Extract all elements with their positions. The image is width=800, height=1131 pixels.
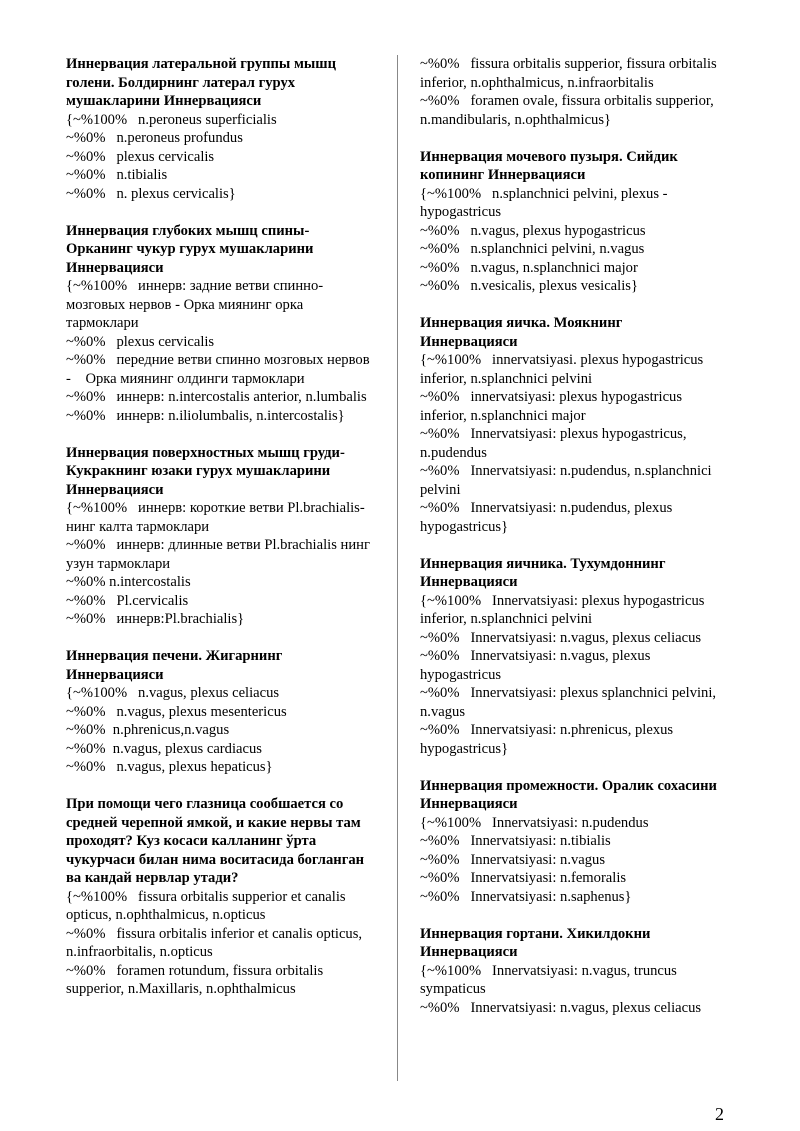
answer-option: ~%0% передние ветви спинно мозговых нервов - Орка миянинг олдинги тармоклари — [66, 352, 374, 387]
answer-option: {~%100% Innervatsiyasi: n.vagus, truncus sympaticus — [420, 962, 681, 997]
answer-option: {~%100% иннерв: задние ветви спинно-мозговых нервов - Орка миянинг орка тармоклари — [66, 278, 324, 331]
answer-option: ~%0% Innervatsiyasi: n.pudendus, plexus hypogastricus} — [420, 500, 676, 535]
question-block — [66, 795, 376, 999]
answer-option: ~%0% fissura orbitalis inferior et canalis opticus, n.infraorbitalis, n.opticus — [66, 925, 366, 960]
answer-option: ~%0% n.tibialis — [66, 167, 168, 183]
question-title: Иннервация мочевого пузыря. Сийдик копининг Иннервацияси — [420, 148, 678, 183]
question-title: Иннервация глубоких мышц спины- Орканинг чукур гурух мушакларини Иннервацияси — [66, 222, 314, 276]
question-block — [420, 314, 720, 536]
right-column — [420, 55, 720, 1036]
answer-option: ~%0% n.phrenicus,n.vagus — [66, 722, 230, 738]
question-block — [66, 647, 376, 777]
answer-option: ~%0% иннерв:Pl.brachialis} — [66, 611, 245, 627]
question-block — [66, 222, 376, 426]
answer-option: ~%0% Innervatsiyasi: n.vagus, plexus hypogastricus — [420, 648, 655, 683]
question-title: При помощи чего глазница сообшается со средней черепной ямкой, и какие нервы там проходят? Куз косаси калланинг ўрта чукурчаси билан нима воситасида богланган ва кандай нервлар утади? — [66, 796, 365, 886]
answer-option: ~%0% Innervatsiyasi: plexus splanchnici pelvini, n.vagus — [420, 685, 720, 720]
answer-option: ~%0% Innervatsiyasi: n.vagus, plexus celiacus — [420, 999, 702, 1016]
answer-option: ~%0% fissura orbitalis supperior, fissura orbitalis inferior, n.ophthalmicus, n.infraorbitalis — [420, 56, 721, 91]
question-block — [66, 55, 376, 203]
column-divider — [397, 55, 398, 1081]
answer-option: ~%0% иннерв: длинные ветви Pl.brachialis нинг узун тармоклари — [66, 537, 374, 572]
question-title: Иннервация яичка. Моякнинг Иннервацияси — [420, 315, 623, 350]
page-number: 2 — [715, 1104, 724, 1124]
answer-option: ~%0% n.vagus, plexus hypogastricus — [420, 222, 646, 239]
question-block — [420, 148, 720, 296]
answer-option: {~%100% innervatsiyasi. plexus hypogastricus inferior, n.splanchnici pelvini — [420, 352, 707, 387]
answer-option: ~%0% Innervatsiyasi: n.tibialis — [420, 833, 611, 849]
answer-option: ~%0% n.vesicalis, plexus vesicalis} — [420, 278, 638, 294]
question-block — [420, 777, 720, 907]
answer-option: ~%0% Innervatsiyasi: n.saphenus} — [420, 888, 632, 905]
answer-option: ~%0% n.vagus, plexus cardiacus — [66, 740, 262, 757]
answer-option: ~%0% n.vagus, plexus hepaticus} — [66, 759, 273, 775]
answer-option: ~%0% innervatsiyasi: plexus hypogastricus inferior, n.splanchnici major — [420, 389, 686, 424]
answer-option: ~%0% n.peroneus profundus — [66, 130, 243, 146]
question-title: Иннервация яичника. Тухумдоннинг Иннервацияси — [420, 555, 666, 590]
question-title: Иннервация печени. Жигарнинг Иннервацияси — [66, 648, 283, 683]
answer-option: ~%0% иннерв: n.iliolumbalis, n.intercostalis} — [66, 407, 345, 424]
question-block — [420, 925, 720, 1018]
left-column — [66, 55, 380, 1017]
answer-option: ~%0% n.vagus, plexus mesentericus — [66, 703, 287, 720]
answer-option: {~%100% n.vagus, plexus celiacus — [66, 685, 280, 701]
answer-option: ~%0% Innervatsiyasi: n.vagus, plexus celiacus — [420, 629, 702, 646]
answer-option: {~%100% иннерв: короткие ветви Pl.brachialis- нинг калта тармоклари — [66, 500, 380, 535]
answer-option: {~%100% n.peroneus superficialis — [66, 111, 277, 128]
answer-option: ~%0% plexus cervicalis — [66, 148, 215, 165]
answer-option: {~%100% fissura orbitalis supperior et canalis opticus, n.ophthalmicus, n.opticus — [66, 888, 350, 923]
answer-option: ~%0% Innervatsiyasi: n.femoralis — [420, 870, 627, 886]
answer-option: ~%0% plexus cervicalis — [66, 333, 215, 350]
answer-option: ~%0% Innervatsiyasi: plexus hypogastricus, n.pudendus — [420, 426, 691, 461]
answer-option: {~%100% Innervatsiyasi: plexus hypogastricus inferior, n.splanchnici pelvini — [420, 592, 709, 627]
answer-option: ~%0% Innervatsiyasi: n.vagus — [420, 851, 606, 868]
answer-option: ~%0% n. plexus cervicalis} — [66, 185, 236, 202]
answer-option: ~%0% Pl.cervicalis — [66, 592, 189, 609]
answer-option: ~%0% foramen rotundum, fissura orbitalis supperior, n.Maxillaris, n.ophthalmicus — [66, 962, 327, 997]
question-block — [420, 555, 720, 759]
question-title: Иннервация латеральной группы мышц голени. Болдирнинг латерал гурух мушакларини Иннервацияси — [66, 56, 337, 109]
answer-option: {~%100% Innervatsiyasi: n.pudendus — [420, 814, 649, 831]
answer-option: ~%0% иннерв: n.intercostalis anterior, n.lumbalis — [66, 389, 367, 405]
answer-option: ~%0% Innervatsiyasi: n.pudendus, n.splanchnici pelvini — [420, 463, 716, 498]
answer-option: ~%0% n.vagus, n.splanchnici major — [420, 259, 638, 276]
answer-option: ~%0% n.intercostalis — [66, 574, 191, 590]
question-title: Иннервация промежности. Оралик сохасини Иннервацияси — [420, 777, 717, 812]
question-block — [420, 55, 720, 129]
answer-option: ~%0% n.splanchnici pelvini, n.vagus — [420, 241, 645, 257]
answer-option: ~%0% Innervatsiyasi: n.phrenicus, plexus hypogastricus} — [420, 722, 677, 757]
question-block — [66, 444, 380, 629]
question-title: Иннервация гортани. Хикилдокни Иннервацияси — [420, 925, 651, 960]
answer-option: ~%0% foramen ovale, fissura orbitalis supperior, n.mandibularis, n.ophthalmicus} — [420, 93, 718, 128]
question-title: Иннервация поверхностных мышц груди- Кукракнинг юзаки гурух мушакларини Иннервацияси — [66, 444, 345, 498]
answer-option: {~%100% n.splanchnici pelvini, plexus -hypogastricus — [420, 185, 668, 220]
